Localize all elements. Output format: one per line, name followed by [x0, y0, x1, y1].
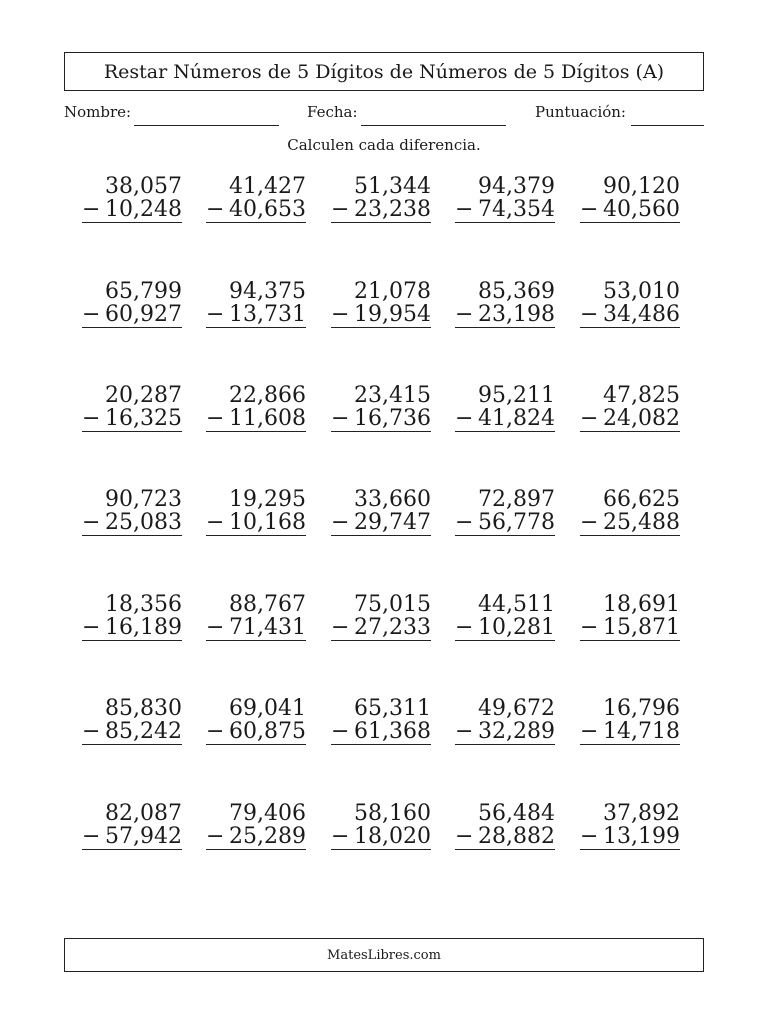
subtrahend: 25,083 — [105, 510, 182, 535]
minus-sign: − — [455, 406, 474, 431]
subtrahend: 60,927 — [105, 302, 182, 327]
minus-sign: − — [580, 406, 599, 431]
subtrahend-row — [580, 720, 680, 745]
subtrahend: 25,488 — [603, 510, 680, 535]
subtrahend-row — [206, 720, 306, 745]
minuend: 21,078 — [354, 279, 431, 304]
minuend: 85,830 — [105, 696, 182, 721]
subtrahend: 18,020 — [354, 824, 431, 849]
subtraction-problem — [455, 802, 555, 850]
subtrahend: 25,289 — [229, 824, 306, 849]
minus-sign: − — [82, 510, 101, 535]
minus-sign: − — [580, 719, 599, 744]
minus-sign: − — [206, 510, 225, 535]
subtraction-problem — [206, 384, 306, 432]
subtrahend-row — [82, 511, 182, 536]
subtrahend: 27,233 — [354, 615, 431, 640]
subtrahend-row — [580, 825, 680, 850]
minuend: 44,511 — [478, 592, 555, 617]
minus-sign: − — [206, 719, 225, 744]
minuend: 94,379 — [478, 174, 555, 199]
date-field[interactable] — [361, 125, 506, 126]
minus-sign: − — [331, 824, 350, 849]
subtraction-problem — [82, 280, 182, 328]
minus-sign: − — [580, 302, 599, 327]
subtrahend: 24,082 — [603, 406, 680, 431]
subtrahend: 10,281 — [478, 615, 555, 640]
subtrahend-row — [82, 616, 182, 641]
subtraction-problem — [455, 175, 555, 223]
minuend: 23,415 — [354, 383, 431, 408]
subtrahend-row — [455, 720, 555, 745]
subtraction-problem — [206, 697, 306, 745]
subtraction-problem — [331, 175, 431, 223]
subtrahend-row — [455, 407, 555, 432]
subtraction-problem — [331, 802, 431, 850]
subtrahend: 11,608 — [229, 406, 306, 431]
minus-sign: − — [331, 719, 350, 744]
subtrahend-row — [331, 720, 431, 745]
subtraction-problem — [455, 593, 555, 641]
subtrahend: 57,942 — [105, 824, 182, 849]
minuend: 33,660 — [354, 487, 431, 512]
subtrahend-row — [82, 720, 182, 745]
subtrahend: 71,431 — [229, 615, 306, 640]
minuend: 53,010 — [603, 279, 680, 304]
minus-sign: − — [455, 302, 474, 327]
minuend: 22,866 — [229, 383, 306, 408]
subtrahend: 34,486 — [603, 302, 680, 327]
minuend: 51,344 — [354, 174, 431, 199]
subtrahend-row — [82, 198, 182, 223]
minuend: 72,897 — [478, 487, 555, 512]
subtraction-problem — [206, 488, 306, 536]
minus-sign: − — [580, 824, 599, 849]
subtrahend-row — [206, 825, 306, 850]
subtraction-problem — [206, 280, 306, 328]
subtraction-problem — [580, 593, 680, 641]
subtrahend-row — [206, 616, 306, 641]
minus-sign: − — [455, 510, 474, 535]
subtrahend: 16,325 — [105, 406, 182, 431]
score-field[interactable] — [631, 125, 704, 126]
subtrahend: 40,560 — [603, 197, 680, 222]
subtraction-problem — [82, 384, 182, 432]
minus-sign: − — [206, 302, 225, 327]
minus-sign: − — [331, 510, 350, 535]
subtrahend-row — [331, 511, 431, 536]
subtraction-problem — [331, 280, 431, 328]
minuend: 94,375 — [229, 279, 306, 304]
subtrahend: 56,778 — [478, 510, 555, 535]
subtraction-problem — [331, 697, 431, 745]
minuend: 85,369 — [478, 279, 555, 304]
student-info-row — [64, 101, 704, 129]
subtrahend-row — [455, 198, 555, 223]
minus-sign: − — [455, 824, 474, 849]
minuend: 38,057 — [105, 174, 182, 199]
subtrahend-row — [331, 407, 431, 432]
subtraction-problem — [82, 593, 182, 641]
minuend: 18,356 — [105, 592, 182, 617]
subtraction-problem — [580, 488, 680, 536]
subtrahend-row — [331, 616, 431, 641]
minus-sign: − — [331, 406, 350, 431]
subtraction-problem — [580, 280, 680, 328]
subtraction-problem — [331, 488, 431, 536]
minus-sign: − — [455, 719, 474, 744]
subtrahend-row — [455, 511, 555, 536]
minus-sign: − — [331, 197, 350, 222]
minus-sign: − — [580, 615, 599, 640]
subtraction-problem — [455, 384, 555, 432]
minus-sign: − — [82, 615, 101, 640]
name-field[interactable] — [134, 125, 279, 126]
subtrahend: 41,824 — [478, 406, 555, 431]
minus-sign: − — [82, 719, 101, 744]
minuend: 75,015 — [354, 592, 431, 617]
minus-sign: − — [206, 615, 225, 640]
minuend: 90,120 — [603, 174, 680, 199]
subtraction-problem — [580, 697, 680, 745]
subtrahend: 23,198 — [478, 302, 555, 327]
subtrahend: 16,736 — [354, 406, 431, 431]
subtrahend: 32,289 — [478, 719, 555, 744]
minuend: 37,892 — [603, 801, 680, 826]
subtrahend-row — [82, 825, 182, 850]
subtrahend: 29,747 — [354, 510, 431, 535]
subtraction-problem — [331, 384, 431, 432]
subtrahend: 13,199 — [603, 824, 680, 849]
subtraction-problem — [82, 697, 182, 745]
minus-sign: − — [82, 302, 101, 327]
minuend: 56,484 — [478, 801, 555, 826]
minus-sign: − — [206, 406, 225, 431]
footer-text: MatesLibres.com — [327, 947, 441, 963]
subtraction-problem — [82, 175, 182, 223]
minuend: 90,723 — [105, 487, 182, 512]
subtraction-problem — [455, 488, 555, 536]
subtrahend: 61,368 — [354, 719, 431, 744]
subtrahend-row — [331, 303, 431, 328]
minuend: 82,087 — [105, 801, 182, 826]
minuend: 69,041 — [229, 696, 306, 721]
subtrahend: 85,242 — [105, 719, 182, 744]
subtrahend: 15,871 — [603, 615, 680, 640]
subtrahend-row — [580, 303, 680, 328]
name-label: Nombre: — [64, 103, 132, 121]
minuend: 16,796 — [603, 696, 680, 721]
subtraction-problem — [206, 593, 306, 641]
subtrahend: 23,238 — [354, 197, 431, 222]
minus-sign: − — [331, 302, 350, 327]
subtraction-problem — [455, 697, 555, 745]
subtrahend: 14,718 — [603, 719, 680, 744]
subtrahend-row — [580, 198, 680, 223]
minus-sign: − — [580, 197, 599, 222]
subtrahend: 40,653 — [229, 197, 306, 222]
subtrahend: 19,954 — [354, 302, 431, 327]
score-label: Puntuación: — [535, 103, 626, 121]
subtrahend-row — [82, 303, 182, 328]
date-label: Fecha: — [307, 103, 358, 121]
minuend: 18,691 — [603, 592, 680, 617]
subtrahend: 28,882 — [478, 824, 555, 849]
minus-sign: − — [82, 824, 101, 849]
subtrahend: 13,731 — [229, 302, 306, 327]
minus-sign: − — [455, 615, 474, 640]
minuend: 41,427 — [229, 174, 306, 199]
subtrahend-row — [206, 407, 306, 432]
minuend: 66,625 — [603, 487, 680, 512]
instructions: Calculen cada diferencia. — [287, 136, 481, 154]
subtraction-problem — [206, 802, 306, 850]
subtrahend-row — [331, 198, 431, 223]
minus-sign: − — [455, 197, 474, 222]
subtrahend-row — [331, 825, 431, 850]
minuend: 65,311 — [354, 696, 431, 721]
subtrahend: 60,875 — [229, 719, 306, 744]
subtraction-problem — [331, 593, 431, 641]
subtrahend-row — [82, 407, 182, 432]
minuend: 88,767 — [229, 592, 306, 617]
subtrahend-row — [206, 511, 306, 536]
minuend: 47,825 — [603, 383, 680, 408]
worksheet-title-box — [64, 52, 704, 91]
subtrahend-row — [580, 511, 680, 536]
subtraction-problem — [82, 488, 182, 536]
minuend: 19,295 — [229, 487, 306, 512]
subtrahend-row — [455, 303, 555, 328]
minus-sign: − — [82, 197, 101, 222]
worksheet-title: Restar Números de 5 Dígitos de Números de 5 Dígitos (A) — [103, 60, 665, 83]
subtraction-problem — [455, 280, 555, 328]
subtrahend: 10,168 — [229, 510, 306, 535]
minuend: 58,160 — [354, 801, 431, 826]
subtraction-problem — [580, 175, 680, 223]
subtrahend: 16,189 — [105, 615, 182, 640]
subtraction-problem — [206, 175, 306, 223]
subtrahend-row — [455, 825, 555, 850]
subtrahend: 74,354 — [478, 197, 555, 222]
minus-sign: − — [580, 510, 599, 535]
minuend: 79,406 — [229, 801, 306, 826]
minus-sign: − — [206, 197, 225, 222]
minuend: 95,211 — [478, 383, 555, 408]
subtrahend-row — [206, 198, 306, 223]
minuend: 65,799 — [105, 279, 182, 304]
minus-sign: − — [206, 824, 225, 849]
subtrahend-row — [580, 407, 680, 432]
minuend: 20,287 — [105, 383, 182, 408]
subtraction-problem — [580, 802, 680, 850]
minus-sign: − — [331, 615, 350, 640]
subtraction-problem — [82, 802, 182, 850]
minuend: 49,672 — [478, 696, 555, 721]
subtraction-problem — [580, 384, 680, 432]
minus-sign: − — [82, 406, 101, 431]
subtrahend-row — [455, 616, 555, 641]
subtrahend: 10,248 — [105, 197, 182, 222]
subtrahend-row — [580, 616, 680, 641]
subtrahend-row — [206, 303, 306, 328]
footer-box — [64, 938, 704, 972]
